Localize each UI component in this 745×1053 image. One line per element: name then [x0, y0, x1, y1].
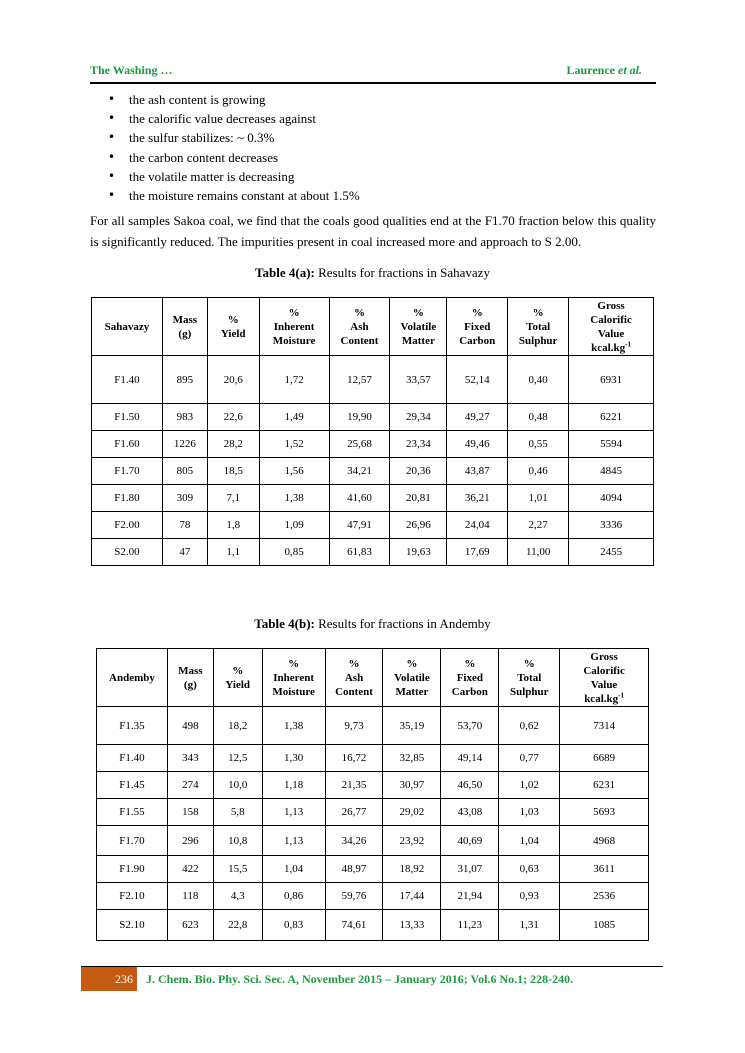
column-header: Andemby [97, 649, 168, 707]
bullet-list [108, 90, 648, 205]
table-cell: 0,86 [262, 883, 325, 910]
table-cell: 11,23 [441, 910, 499, 941]
table-cell: 59,76 [325, 883, 383, 910]
table-andemby [96, 648, 649, 941]
table-cell: S2.10 [97, 910, 168, 941]
table-cell: 1,8 [207, 512, 259, 539]
table-cell: 0,77 [499, 745, 560, 772]
column-header: Mass (g) [162, 298, 207, 356]
table-cell: 5,8 [213, 799, 262, 826]
table-cell: 10,0 [213, 772, 262, 799]
table-cell: 29,02 [383, 799, 441, 826]
column-header: Mass (g) [167, 649, 213, 707]
table-cell: 1,04 [262, 856, 325, 883]
table-cell: 34,26 [325, 826, 383, 856]
table-header-row [97, 649, 649, 707]
table-header-row [92, 298, 654, 356]
table-cell: 7314 [560, 707, 649, 745]
table-row [97, 826, 649, 856]
table-cell: F1.55 [97, 799, 168, 826]
list-item: • the calorific value decreases against [108, 109, 648, 128]
table-cell: 29,34 [390, 404, 447, 431]
table-cell: F1.60 [92, 431, 163, 458]
table-cell: 0,48 [508, 404, 569, 431]
table-row [92, 485, 654, 512]
table-cell: 21,35 [325, 772, 383, 799]
table-cell: 35,19 [383, 707, 441, 745]
table-cell: F1.45 [97, 772, 168, 799]
table-cell: 1,52 [259, 431, 329, 458]
list-item: • the carbon content decreases [108, 148, 648, 167]
table-cell: 118 [167, 883, 213, 910]
table-cell: 78 [162, 512, 207, 539]
table-cell: F2.10 [97, 883, 168, 910]
table-cell: 17,44 [383, 883, 441, 910]
table-cell: 1,18 [262, 772, 325, 799]
table-cell: 1226 [162, 431, 207, 458]
column-header: Gross Calorific Value $kcal.kg^{-1}$ [560, 649, 649, 707]
column-header: % Yield [207, 298, 259, 356]
table-cell: 4,3 [213, 883, 262, 910]
table-cell: 1,13 [262, 826, 325, 856]
table-cell: 1,03 [499, 799, 560, 826]
column-header: % Ash Content [325, 649, 383, 707]
table-cell: 13,33 [383, 910, 441, 941]
table-cell: 18,92 [383, 856, 441, 883]
table-cell: 41,60 [329, 485, 390, 512]
table-cell: F1.50 [92, 404, 163, 431]
list-item: • the moisture remains constant at about 1.5% [108, 186, 648, 205]
table-row [97, 910, 649, 941]
table-cell: 47,91 [329, 512, 390, 539]
column-header: % Volatile Matter [383, 649, 441, 707]
header-authors: Laurence et al. [566, 63, 642, 77]
table-cell: 26,96 [390, 512, 447, 539]
table-cell: 274 [167, 772, 213, 799]
table-cell: 49,46 [447, 431, 508, 458]
table-cell: 1,31 [499, 910, 560, 941]
table-cell: 26,77 [325, 799, 383, 826]
table-cell: 22,8 [213, 910, 262, 941]
table-cell: 21,94 [441, 883, 499, 910]
header-title: The Washing … [90, 63, 173, 77]
table-cell: 47 [162, 539, 207, 566]
footer-rule [81, 966, 663, 967]
table-cell: 12,57 [329, 356, 390, 404]
table-cell: 5693 [560, 799, 649, 826]
table-cell: 33,57 [390, 356, 447, 404]
table-sahavazy [91, 297, 654, 566]
column-header: % Fixed Carbon [447, 298, 508, 356]
table-cell: 2,27 [508, 512, 569, 539]
table-cell: 49,27 [447, 404, 508, 431]
table-cell: 1,38 [259, 485, 329, 512]
table-cell: 20,36 [390, 458, 447, 485]
column-header: Sahavazy [92, 298, 163, 356]
table-row [92, 458, 654, 485]
page-number: 236 [81, 967, 137, 991]
table-cell: 10,8 [213, 826, 262, 856]
table-row [97, 856, 649, 883]
table-cell: 158 [167, 799, 213, 826]
table-cell: 25,68 [329, 431, 390, 458]
table-cell: 17,69 [447, 539, 508, 566]
table-cell: 3336 [569, 512, 654, 539]
table-cell: 3611 [560, 856, 649, 883]
table-cell: 0,46 [508, 458, 569, 485]
table-cell: 40,69 [441, 826, 499, 856]
table-cell: 1,38 [262, 707, 325, 745]
table-cell: 22,6 [207, 404, 259, 431]
table-cell: 23,34 [390, 431, 447, 458]
table-cell: 983 [162, 404, 207, 431]
table-cell: 20,6 [207, 356, 259, 404]
table-cell: 4968 [560, 826, 649, 856]
table-cell: 2536 [560, 883, 649, 910]
table-cell: S2.00 [92, 539, 163, 566]
table-cell: 43,87 [447, 458, 508, 485]
table-cell: 1,13 [262, 799, 325, 826]
table-cell: 1,49 [259, 404, 329, 431]
table-cell: 0,83 [262, 910, 325, 941]
table-cell: 0,63 [499, 856, 560, 883]
table-row [92, 512, 654, 539]
table-cell: 16,72 [325, 745, 383, 772]
table-row [97, 745, 649, 772]
table-row [97, 883, 649, 910]
table-cell: 498 [167, 707, 213, 745]
table-cell: F1.35 [97, 707, 168, 745]
list-item: • the ash content is growing [108, 90, 648, 109]
table-cell: 0,62 [499, 707, 560, 745]
column-header: % Inherent Moisture [259, 298, 329, 356]
table-cell: 6931 [569, 356, 654, 404]
table-cell: 18,5 [207, 458, 259, 485]
table-cell: 23,92 [383, 826, 441, 856]
table-cell: 0,85 [259, 539, 329, 566]
table-cell: 1,04 [499, 826, 560, 856]
table-cell: 1,56 [259, 458, 329, 485]
table-cell: 1,09 [259, 512, 329, 539]
table-cell: 623 [167, 910, 213, 941]
column-header: % Fixed Carbon [441, 649, 499, 707]
table-cell: 6689 [560, 745, 649, 772]
table-cell: F1.90 [97, 856, 168, 883]
table-cell: 48,97 [325, 856, 383, 883]
column-header: % Ash Content [329, 298, 390, 356]
table-cell: 5594 [569, 431, 654, 458]
table-cell: 1,30 [262, 745, 325, 772]
table-cell: 4845 [569, 458, 654, 485]
list-item: • the sulfur stabilizes: ~ 0.3% [108, 128, 648, 147]
table-cell: 1,1 [207, 539, 259, 566]
table-cell: 30,97 [383, 772, 441, 799]
table-cell: 12,5 [213, 745, 262, 772]
table-cell: 4094 [569, 485, 654, 512]
table-cell: 309 [162, 485, 207, 512]
table-cell: 15,5 [213, 856, 262, 883]
table-cell: 18,2 [213, 707, 262, 745]
table-row [92, 404, 654, 431]
table-cell: 296 [167, 826, 213, 856]
table-cell: 49,14 [441, 745, 499, 772]
table-cell: 28,2 [207, 431, 259, 458]
journal-citation: J. Chem. Bio. Phy. Sci. Sec. A, November 2015 – January 2016; Vol.6 No.1; 228-240. [146, 972, 574, 986]
list-item: • the volatile matter is decreasing [108, 167, 648, 186]
column-header: % Yield [213, 649, 262, 707]
table-row [92, 356, 654, 404]
table-cell: 74,61 [325, 910, 383, 941]
column-header: Gross Calorific Value $kcal.kg^{-1}$ [569, 298, 654, 356]
table-row [97, 707, 649, 745]
table-cell: F1.40 [97, 745, 168, 772]
table-cell: 1085 [560, 910, 649, 941]
table-cell: 2455 [569, 539, 654, 566]
column-header: % Inherent Moisture [262, 649, 325, 707]
table-cell: 6231 [560, 772, 649, 799]
table-cell: 9,73 [325, 707, 383, 745]
table-row [92, 539, 654, 566]
table-cell: 31,07 [441, 856, 499, 883]
running-header [90, 62, 656, 84]
table-cell: 343 [167, 745, 213, 772]
table-row [92, 431, 654, 458]
table-cell: 422 [167, 856, 213, 883]
column-header: % Total Sulphur [508, 298, 569, 356]
table-cell: 24,04 [447, 512, 508, 539]
table-cell: 1,01 [508, 485, 569, 512]
table-cell: 805 [162, 458, 207, 485]
body-paragraph: For all samples Sakoa coal, we find that the coals good qualities end at the F1.70 fraction below this quality is significantly reduced. The impurities present in coal increased more and approach to S 2.00. [90, 213, 656, 249]
table-cell: F1.70 [97, 826, 168, 856]
table-cell: 895 [162, 356, 207, 404]
table-b-caption: Table 4(b): Results for fractions in Andemby [254, 616, 491, 631]
table-cell: F2.00 [92, 512, 163, 539]
table-cell: 61,83 [329, 539, 390, 566]
table-cell: 11,00 [508, 539, 569, 566]
table-cell: 52,14 [447, 356, 508, 404]
table-cell: 0,55 [508, 431, 569, 458]
table-cell: F1.40 [92, 356, 163, 404]
table-row [97, 799, 649, 826]
table-cell: 19,90 [329, 404, 390, 431]
table-cell: 20,81 [390, 485, 447, 512]
table-cell: 43,08 [441, 799, 499, 826]
table-cell: 53,70 [441, 707, 499, 745]
table-cell: 19,63 [390, 539, 447, 566]
table-cell: F1.80 [92, 485, 163, 512]
table-row [97, 772, 649, 799]
table-cell: 34,21 [329, 458, 390, 485]
table-cell: 36,21 [447, 485, 508, 512]
table-cell: 46,50 [441, 772, 499, 799]
table-a-caption: Table 4(a): Results for fractions in Sahavazy [255, 265, 490, 280]
table-cell: 1,02 [499, 772, 560, 799]
table-cell: 0,40 [508, 356, 569, 404]
table-cell: 0,93 [499, 883, 560, 910]
table-cell: 1,72 [259, 356, 329, 404]
table-cell: 32,85 [383, 745, 441, 772]
table-cell: F1.70 [92, 458, 163, 485]
table-cell: 6221 [569, 404, 654, 431]
column-header: % Total Sulphur [499, 649, 560, 707]
column-header: % Volatile Matter [390, 298, 447, 356]
table-cell: 7,1 [207, 485, 259, 512]
